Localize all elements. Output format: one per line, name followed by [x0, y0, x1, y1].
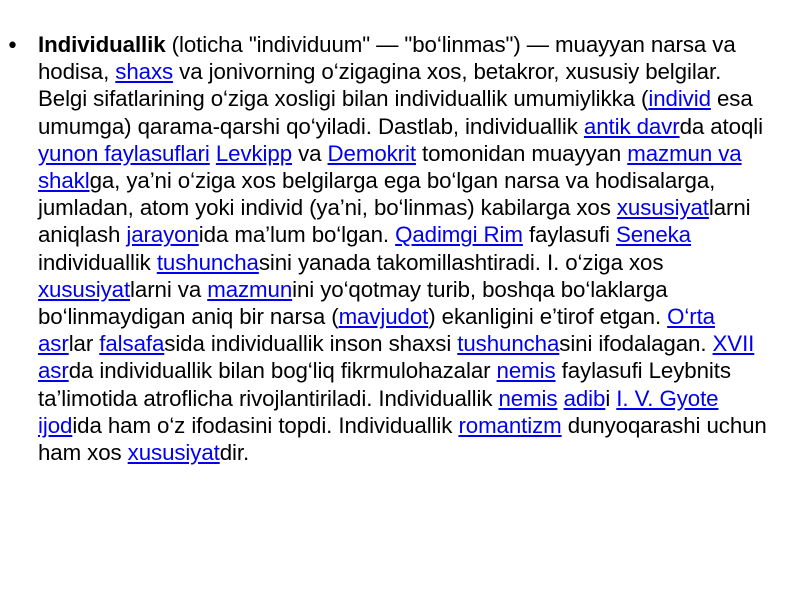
article-link[interactable]: Demokrit [327, 140, 416, 166]
article-text: sida individuallik inson shaxsi [164, 331, 458, 357]
article-link[interactable]: Levkipp [215, 140, 292, 166]
article-text: faylasufi [522, 222, 616, 248]
article-link[interactable]: XVII asr [38, 331, 755, 384]
article-text: lar [68, 331, 100, 357]
article-text: dir. [219, 440, 250, 466]
article-text: va jonivorning o‘zigagina xos, betakror, xususiy belgilar. Belgi sifatlarining o‘ziga xosligi bilan individuallik umumiylikka ( [38, 59, 722, 112]
bullet-marker: • [6, 34, 19, 59]
article-link[interactable]: antik davr [583, 113, 680, 139]
article-link[interactable]: shaxs [115, 59, 174, 85]
article-link[interactable]: mazmun [207, 276, 293, 302]
article-text: larni aniqlash [38, 195, 751, 248]
article-link[interactable]: falsafa [99, 331, 165, 357]
article-link[interactable]: individ [648, 86, 711, 112]
article-link[interactable]: tushuncha [457, 331, 560, 357]
article-link[interactable]: xususiyat [38, 276, 131, 302]
article-link[interactable]: mavjudot [338, 304, 429, 330]
article-text: ida ham o‘z ifodasini topdi. Individuallik [72, 412, 459, 438]
article-link[interactable]: yunon faylasuflari [38, 140, 210, 166]
article-link[interactable]: I. V. Gyote [616, 385, 719, 411]
article-term: Individuallik [38, 32, 166, 57]
article-link[interactable]: ijod [38, 412, 73, 438]
article-link[interactable]: Seneka [615, 222, 691, 248]
article-link[interactable]: jarayon [126, 222, 199, 248]
article-text: faylasufi Leybnits ta’limotida atroflicha rivojlantiriladi. Individuallik [38, 358, 731, 411]
article-text: va [292, 140, 328, 166]
article-text: da individuallik bilan bog‘liq fikrmulohazalar [68, 358, 497, 384]
article-text: sini ifodalagan. [559, 331, 713, 357]
article-link[interactable]: tushuncha [156, 249, 259, 275]
article-body [38, 32, 767, 465]
article-link[interactable]: xususiyat [127, 440, 220, 466]
article-text: ) ekanligini e’tirof etgan. [428, 304, 668, 330]
article-link[interactable]: nemis [496, 358, 556, 384]
article-text: sini yanada takomillashtiradi. I. o‘ziga xos [258, 249, 664, 275]
article-text: ga, ya’ni o‘ziga xos belgilarga ega bo‘lgan narsa va hodisalarga, jumladan, atom yoki individ (ya’ni, bo‘linmas) kabilarga xos [38, 168, 716, 221]
article-link[interactable]: Qadimgi Rim [395, 222, 523, 248]
article-link[interactable]: O‘rta asr [38, 304, 715, 357]
article-paragraph [38, 31, 770, 466]
article-text: individuallik [38, 249, 157, 275]
article-link[interactable]: mazmun va shakl [38, 140, 742, 194]
article-text: ida ma’lum bo‘lgan. [198, 222, 396, 248]
article-link[interactable]: romantizm [458, 412, 562, 438]
article-text: tomonidan muayyan [415, 140, 628, 166]
article-text: (loticha "individuum" — "bo‘linmas") — muayyan narsa va hodisa, [38, 32, 736, 85]
article-text: larni va [130, 276, 208, 302]
article-link[interactable]: xususiyat [616, 195, 709, 221]
article-text: dunyoqarashi uchun ham xos [38, 412, 767, 466]
article-link[interactable]: nemis [498, 385, 558, 411]
article-text: esa umumga) qarama-qarshi qo‘yiladi. Dastlab, individuallik [38, 86, 753, 139]
article-text: da atoqli [679, 113, 763, 139]
article-text: ini yo‘qotmay turib, boshqa bo‘laklarga bo‘linmaydigan aniq bir narsa ( [38, 276, 668, 330]
article-link[interactable]: adib [563, 385, 606, 411]
article-text: i [605, 385, 617, 411]
